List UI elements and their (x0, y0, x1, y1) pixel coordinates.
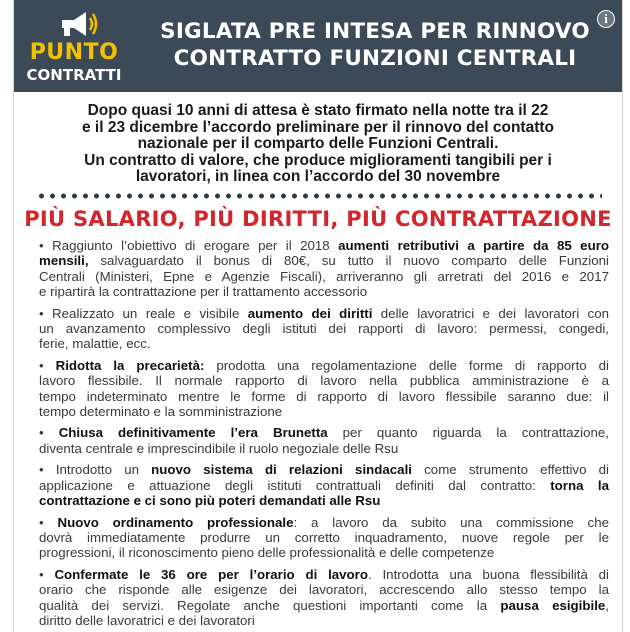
text-segment: tempo determinato e la somministrazione (39, 404, 283, 420)
bullet-line (39, 404, 609, 419)
bullet-line (39, 478, 609, 493)
bullet-line (39, 441, 609, 456)
bullet-line (39, 284, 609, 299)
bullet-item (39, 567, 609, 629)
text-segment: per quanto riguarda la contrattazione, (327, 425, 609, 441)
text-segment: • (39, 425, 59, 441)
intro-paragraph (24, 103, 612, 186)
bold-text: Confermate le 36 ore per l’orario di lavoro (54, 566, 368, 582)
title-line-2: CONTRATTO FUNZIONI CENTRALI (173, 46, 577, 71)
text-segment: • Introdotto un (39, 462, 152, 478)
text-segment: delle lavoratrici e dei lavoratori con (372, 305, 609, 321)
info-icon[interactable]: i (597, 10, 615, 28)
bold-text: nuovo sistema di relazioni sindacali (151, 462, 412, 478)
text-segment: Centrali (Ministeri, Epne e Agenzie Fiscali), arriveranno gli arretrati del 2016 e 2017 (39, 268, 609, 284)
bullet-line (39, 238, 609, 253)
bullet-line (39, 389, 609, 404)
bullet-line (39, 306, 609, 321)
title-line-1: SIGLATA PRE INTESA PER RINNOVO (160, 19, 590, 44)
bullet-item (39, 425, 609, 456)
megaphone-icon (56, 8, 100, 40)
text-segment: un avanzamento complessivo degli istituti dei rapporti di lavoro: permessi, congedi, (39, 321, 609, 337)
bold-text: Chiusa definitivamente l’era Brunetta (58, 425, 328, 441)
bullet-line (39, 462, 609, 477)
bullet-item (39, 462, 609, 508)
text-segment: • (39, 357, 56, 373)
page-title (132, 18, 618, 72)
bullet-line (39, 545, 609, 560)
bullet-line (39, 582, 609, 597)
intro-line: nazionale per il comparto delle Funzioni Centrali. (137, 135, 499, 153)
flyer (13, 0, 623, 632)
intro-line: e il 23 dicembre l’accordo preliminare per il rinnovo del contatto (81, 118, 555, 136)
bullet-item (39, 358, 609, 420)
text-segment: • Raggiunto l’obiettivo di erogare per il 2018 (39, 238, 339, 253)
bold-text: aumento dei diritti (247, 305, 373, 321)
logo-contratti-text: CONTRATTI (26, 66, 122, 84)
text-segment: salvaguardato il bonus di 80€, su tutto il nuovo comparto delle Funzioni (88, 253, 609, 269)
header-banner (14, 0, 622, 92)
text-segment: e ripartirà la contrattazione per il trattamento accessorio (39, 284, 368, 300)
text-segment: • (39, 566, 55, 582)
bullet-line (39, 321, 609, 336)
bullet-line (39, 373, 609, 388)
bullet-line (39, 567, 609, 582)
bullet-line (39, 269, 609, 284)
bullet-item (39, 515, 609, 561)
bullet-line (39, 425, 609, 440)
bold-text: torna la (550, 477, 610, 493)
bullet-line (39, 336, 609, 351)
logo-punto-text: PUNTO (29, 40, 119, 65)
text-segment: come strumento effettivo di (411, 462, 609, 478)
text-segment: • (39, 514, 58, 530)
text-segment: applicazione e attuazione degli istituti contrattuali definiti dal contratto: (39, 477, 551, 493)
bold-text: mensili, (39, 253, 89, 269)
bullet-item (39, 238, 609, 300)
text-segment: : a lavoro da subito una commissione che (293, 514, 609, 530)
text-segment: qualità dei servizi. Regolate anche questioni importanti come la (39, 597, 501, 613)
text-segment: diventa centrale e imprescindibile il ruolo negoziale delle Rsu (39, 440, 399, 456)
text-segment: ferie, malattie, ecc. (39, 336, 151, 352)
intro-line: Un contratto di valore, che produce miglioramenti tangibili per i (84, 151, 552, 169)
bold-text: Nuovo ordinamento professionale (57, 514, 294, 530)
bullet-line (39, 358, 609, 373)
bullet-item (39, 306, 609, 352)
bullet-line (39, 515, 609, 530)
text-segment: lavoro flessibile. Il normale rapporto di lavoro nella pubblica amministrazione è a (39, 373, 609, 389)
text-segment: prodotta una regolamentazione delle forme di rapporto di (204, 357, 609, 373)
text-segment: progressioni, il riconoscimento pieno delle professionalità e delle competenze (39, 545, 495, 561)
text-segment: . Introdotta una buona flessibilità di (367, 566, 609, 582)
text-segment: , (605, 597, 609, 613)
dotted-divider (36, 192, 602, 200)
bullet-list (39, 238, 609, 632)
text-segment: tempo indeterminato mentre le forme di rapporto di lavoro flessibile saranno due: il (39, 388, 609, 404)
bullet-line (39, 598, 609, 613)
bullet-line (39, 493, 609, 508)
text-segment: orario che risponde alle esigenze dei lavoratori, accrescendo allo stesso tempo la (39, 582, 609, 598)
text-segment: • Realizzato un reale e visibile (39, 305, 248, 321)
bullet-line (39, 253, 609, 268)
bold-text: pausa esigibile (500, 597, 606, 613)
intro-line: Dopo quasi 10 anni di attesa è stato firmato nella notte tra il 22 (87, 102, 549, 119)
bold-text: contrattazione e ci sono più poteri demandati alle Rsu (39, 493, 381, 509)
text-segment: dovrà immediatamente produrre un corretto inquadramento, nuove regole per le (39, 529, 609, 545)
bullet-line (39, 613, 609, 628)
intro-line: lavoratori, in linea con l’accordo del 30 novembre (135, 168, 501, 186)
bold-text: aumenti retributivi a partire da 85 euro (338, 238, 609, 253)
section-title: PIÙ SALARIO, PIÙ DIRITTI, PIÙ CONTRATTAZIONE (24, 207, 612, 231)
bold-text: Ridotta la precarietà: (55, 357, 205, 373)
bullet-line (39, 530, 609, 545)
text-segment: diritto delle lavoratrici e dei lavoratori (39, 612, 255, 628)
punto-contratti-logo (22, 8, 126, 86)
